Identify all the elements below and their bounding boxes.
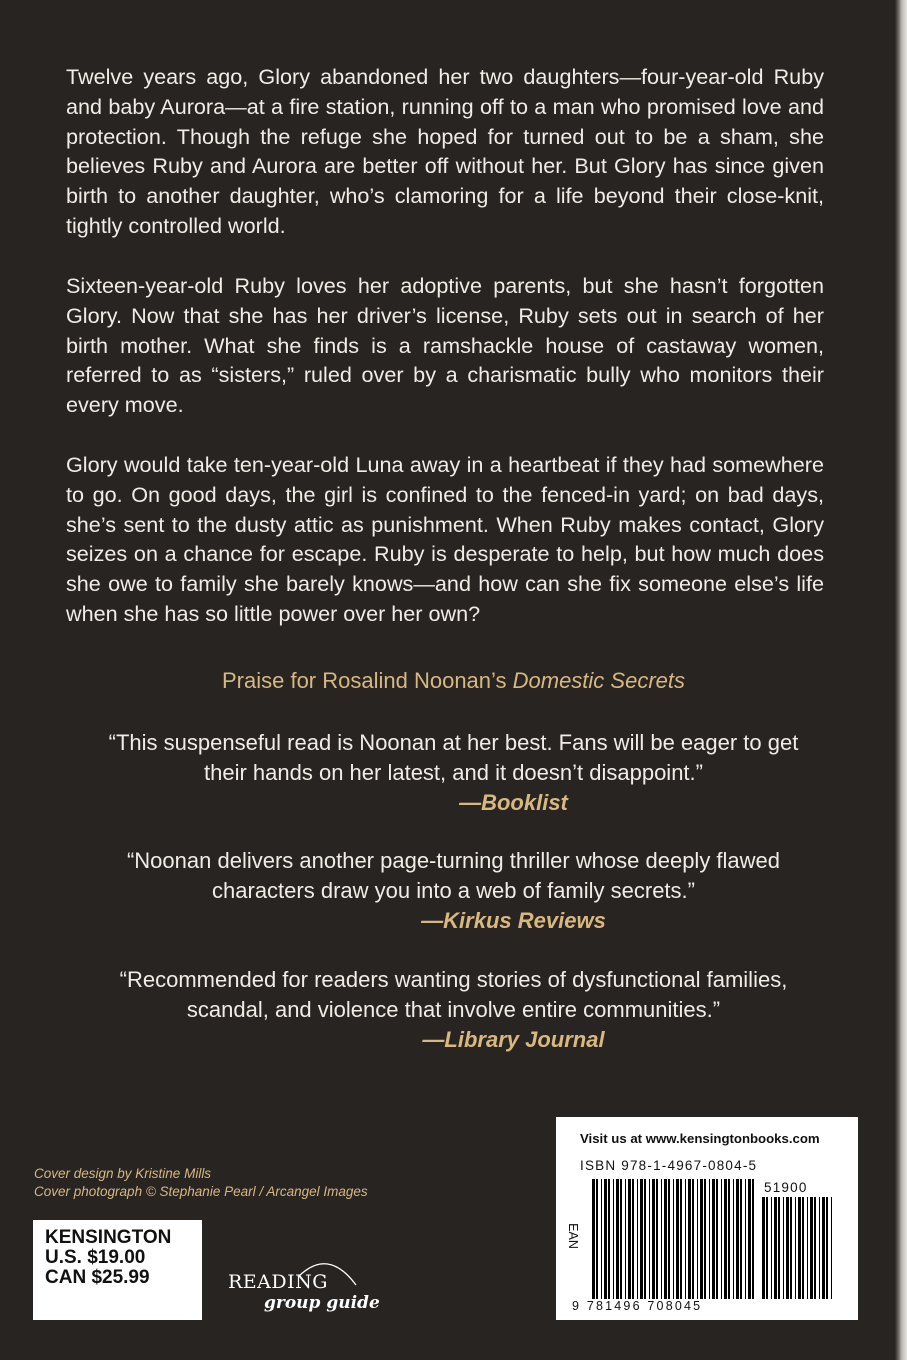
price-us: U.S. $19.00 <box>45 1247 146 1268</box>
cover-design-credit: Cover design by Kristine Mills <box>34 1166 212 1181</box>
blurb-paragraph-2: Sixteen-year-old Ruby loves her adoptive parents, but she hasn’t forgotten Glory. Now that she has her driver’s license, Ruby sets out in search of her birth mother. What she finds is a ramshackle house of castaway women, referred to as “sisters,” ruled over by a charismatic bully who monitors their every move. <box>66 273 824 418</box>
publisher-name: KENSINGTON <box>45 1227 172 1248</box>
quote-source: —Booklist <box>459 789 568 815</box>
isbn-text: ISBN 978-1-4967-0804-5 <box>580 1158 758 1173</box>
ean-label: EAN <box>566 1223 580 1249</box>
praise-heading-prefix: Praise for Rosalind Noonan’s <box>221 668 513 693</box>
price-box <box>33 1220 202 1320</box>
cover-photo-credit: Cover photograph © Stephanie Pearl / Arcangel Images <box>34 1184 368 1199</box>
quote-line: characters draw you into a web of family secrets.” <box>212 877 695 903</box>
price-barcode-icon <box>762 1197 834 1299</box>
price-can: CAN $25.99 <box>45 1267 150 1288</box>
praise-heading <box>0 668 907 694</box>
cover-credits <box>34 1165 368 1201</box>
price-code: 51900 <box>764 1180 808 1195</box>
group-guide-word: group guide <box>264 1293 380 1313</box>
blurb-paragraph-1: Twelve years ago, Glory abandoned her two daughters—four-year-old Ruby and baby Aurora—at a fire station, running off to a man who promised love and protection. Though the refuge she hoped for turned out to be a sham, she believes Ruby and Aurora are better off without her. But Glory has since given birth to another daughter, who’s clamoring for a life beyond their close-knit, tightly controlled world. <box>66 64 824 238</box>
praise-quote <box>60 728 847 817</box>
quote-line: “Noonan delivers another page-turning thriller whose deeply flawed <box>126 848 781 873</box>
blurb-paragraph-3: Glory would take ten-year-old Luna away in a heartbeat if they had somewhere to go. On good days, the girl is confined to the fenced-in yard; on bad days, she’s sent to the dusty attic as punishment. When Ruby makes contact, Glory seizes on a chance for escape. Ruby is desperate to help, but how much does she owe to family she barely knows—and how can she fix someone else’s life when she has so little power over her own? <box>66 452 824 626</box>
reading-group-guide-logo <box>228 1255 388 1325</box>
isbn-barcode-icon <box>592 1179 756 1299</box>
praise-quote <box>60 965 847 1054</box>
quote-line: “Recommended for readers wanting stories of dysfunctional families, <box>119 967 788 992</box>
quote-source: —Kirkus Reviews <box>421 907 606 933</box>
quote-line: “This suspenseful read is Noonan at her best. Fans will be eager to get <box>108 730 799 755</box>
barcode-digits: 9 781496 708045 <box>572 1299 703 1313</box>
praise-quote <box>60 846 847 935</box>
barcode-box <box>556 1117 858 1320</box>
website-text: Visit us at www.kensingtonbooks.com <box>580 1131 820 1146</box>
praise-heading-title: Domestic Secrets <box>512 668 686 693</box>
reading-word: READING <box>228 1271 328 1293</box>
quote-line: their hands on her latest, and it doesn’t disappoint.” <box>204 759 703 785</box>
quote-source: —Library Journal <box>422 1026 605 1052</box>
quote-line: scandal, and violence that involve entire communities.” <box>186 996 721 1022</box>
